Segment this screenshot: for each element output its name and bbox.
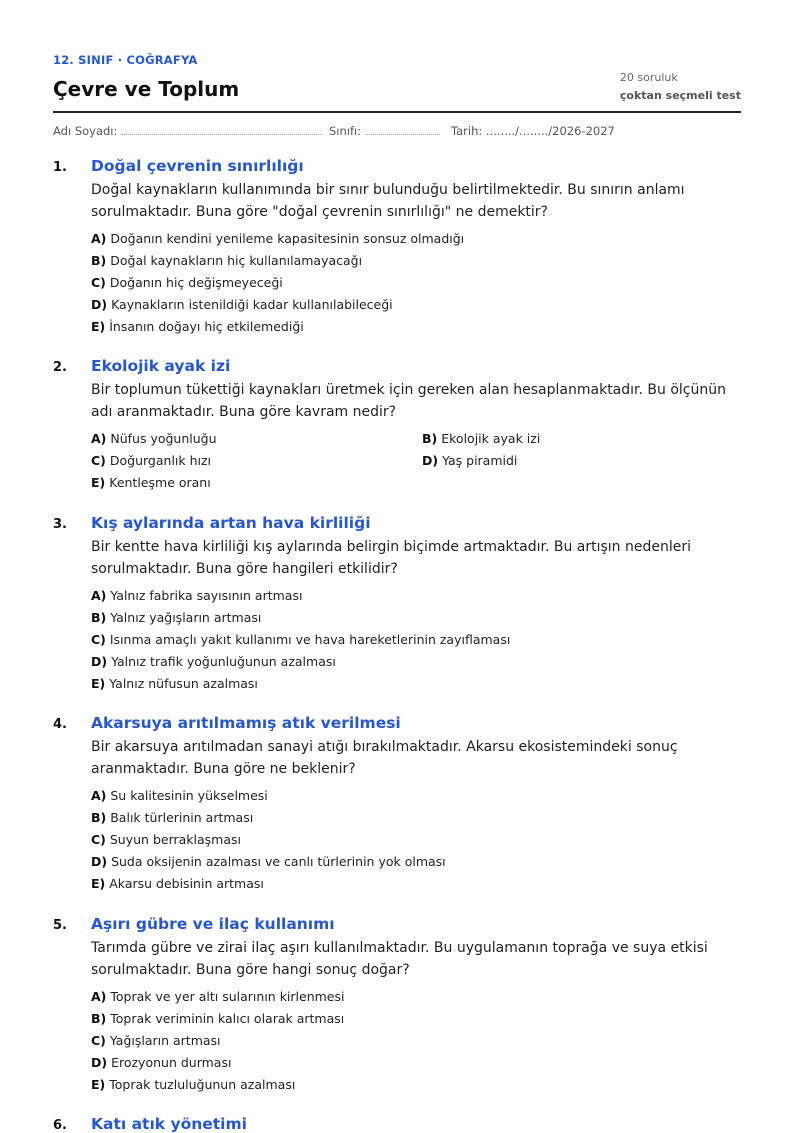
question-text: Bir kentte hava kirliliği kış aylarında belirgin biçimde artmaktadır. Bu artışın nedenleri sorulmaktadır. Buna göre hangileri etkilidir? bbox=[91, 539, 692, 577]
option-e[interactable]: E) Yalnız nüfusun azalması bbox=[91, 676, 258, 691]
option-e[interactable]: E) Akarsu debisinin artması bbox=[91, 876, 264, 891]
question-title: Doğal çevrenin sınırlılığı bbox=[91, 157, 304, 175]
option-c[interactable]: C) Doğanın hiç değişmeyeceği bbox=[91, 275, 283, 290]
question-count: 20 soruluk bbox=[619, 71, 678, 84]
name-blank[interactable] bbox=[121, 124, 321, 135]
class-field[interactable] bbox=[329, 124, 440, 138]
option-d[interactable]: D) Kaynakların istenildiği kadar kullanılabileceği bbox=[91, 297, 393, 312]
question-number: 1. bbox=[53, 160, 67, 175]
question-text: Tarımda gübre ve zirai ilaç aşırı kullanılmaktadır. Bu uygulamanın toprağa ve suya etkisi sorulmaktadır. Buna göre hangi sonuç doğar? bbox=[91, 940, 708, 978]
option-b[interactable]: B) Doğal kaynakların hiç kullanılamayacağı bbox=[91, 253, 363, 268]
test-meta bbox=[620, 71, 741, 102]
question-title: Aşırı gübre ve ilaç kullanımı bbox=[91, 915, 335, 933]
option-c[interactable]: C) Doğurganlık hızı bbox=[91, 453, 212, 468]
date-value: ......../......../2026-2027 bbox=[485, 124, 615, 138]
option-e[interactable]: E) Toprak tuzluluğunun azalması bbox=[91, 1077, 296, 1092]
question-title: Kış aylarında artan hava kirliliği bbox=[91, 514, 371, 532]
option-a[interactable]: A) Nüfus yoğunluğu bbox=[91, 431, 217, 446]
option-a[interactable]: A) Toprak ve yer altı sularının kirlenmesi bbox=[91, 989, 345, 1004]
question-number: 4. bbox=[53, 717, 67, 732]
question-title: Ekolojik ayak izi bbox=[91, 357, 231, 375]
page-title: Çevre ve Toplum bbox=[53, 77, 240, 101]
option-a[interactable]: A) Yalnız fabrika sayısının artması bbox=[91, 588, 303, 603]
option-b[interactable]: B) Ekolojik ayak izi bbox=[422, 431, 541, 446]
option-d[interactable]: D) Yaş piramidi bbox=[422, 453, 518, 468]
option-b[interactable]: B) Toprak veriminin kalıcı olarak artması bbox=[91, 1011, 345, 1026]
option-e[interactable]: E) Kentleşme oranı bbox=[91, 475, 211, 490]
question-text: Doğal kaynakların kullanımında bir sınır bulunduğu belirtilmektedir. Bu sınırın anlamı sorulmaktadır. Buna göre "doğal çevrenin sınırlılığı" ne demektir? bbox=[91, 182, 685, 220]
question-number: 5. bbox=[53, 918, 67, 933]
course-kicker: 12. SINIF · COĞRAFYA bbox=[53, 53, 198, 67]
option-d[interactable]: D) Suda oksijenin azalması ve canlı türlerinin yok olması bbox=[91, 854, 446, 869]
option-e[interactable]: E) İnsanın doğayı hiç etkilemediği bbox=[91, 319, 304, 334]
question-text: Bir toplumun tükettiği kaynakları üretmek için gereken alan hesaplanmaktadır. Bu ölçünün adı aranmaktadır. Buna göre kavram nedir? bbox=[91, 382, 726, 420]
question-title: Katı atık yönetimi bbox=[91, 1115, 247, 1133]
test-type: çoktan seçmeli test bbox=[619, 89, 741, 102]
option-b[interactable]: B) Yalnız yağışların artması bbox=[91, 610, 262, 625]
option-c[interactable]: C) Isınma amaçlı yakıt kullanımı ve hava hareketlerinin zayıflaması bbox=[91, 632, 511, 647]
name-label: Adı Soyadı: bbox=[53, 124, 118, 138]
worksheet-header bbox=[53, 53, 741, 102]
option-c[interactable]: C) Yağışların artması bbox=[91, 1033, 221, 1048]
class-label: Sınıfı: bbox=[329, 124, 362, 138]
option-b[interactable]: B) Balık türlerinin artması bbox=[91, 810, 254, 825]
date-field[interactable] bbox=[451, 124, 615, 138]
option-a[interactable]: A) Su kalitesinin yükselmesi bbox=[91, 788, 268, 803]
header-divider bbox=[53, 111, 741, 113]
question-number: 6. bbox=[53, 1118, 67, 1133]
option-d[interactable]: D) Erozyonun durması bbox=[91, 1055, 232, 1070]
option-a[interactable]: A) Doğanın kendini yenileme kapasitesinin sonsuz olmadığı bbox=[91, 231, 465, 246]
question-title: Akarsuya arıtılmamış atık verilmesi bbox=[91, 714, 401, 732]
name-field[interactable] bbox=[53, 124, 321, 138]
question-text: Bir akarsuya arıtılmadan sanayi atığı bırakılmaktadır. Akarsu ekosistemindeki sonuç aranmaktadır. Buna göre ne beklenir? bbox=[91, 739, 678, 777]
option-c[interactable]: C) Suyun berraklaşması bbox=[91, 832, 241, 847]
question-number: 2. bbox=[53, 360, 67, 375]
option-d[interactable]: D) Yalnız trafik yoğunluğunun azalması bbox=[91, 654, 336, 669]
question-number: 3. bbox=[53, 517, 67, 532]
class-blank[interactable] bbox=[365, 124, 440, 135]
date-label: Tarih: bbox=[451, 124, 483, 138]
